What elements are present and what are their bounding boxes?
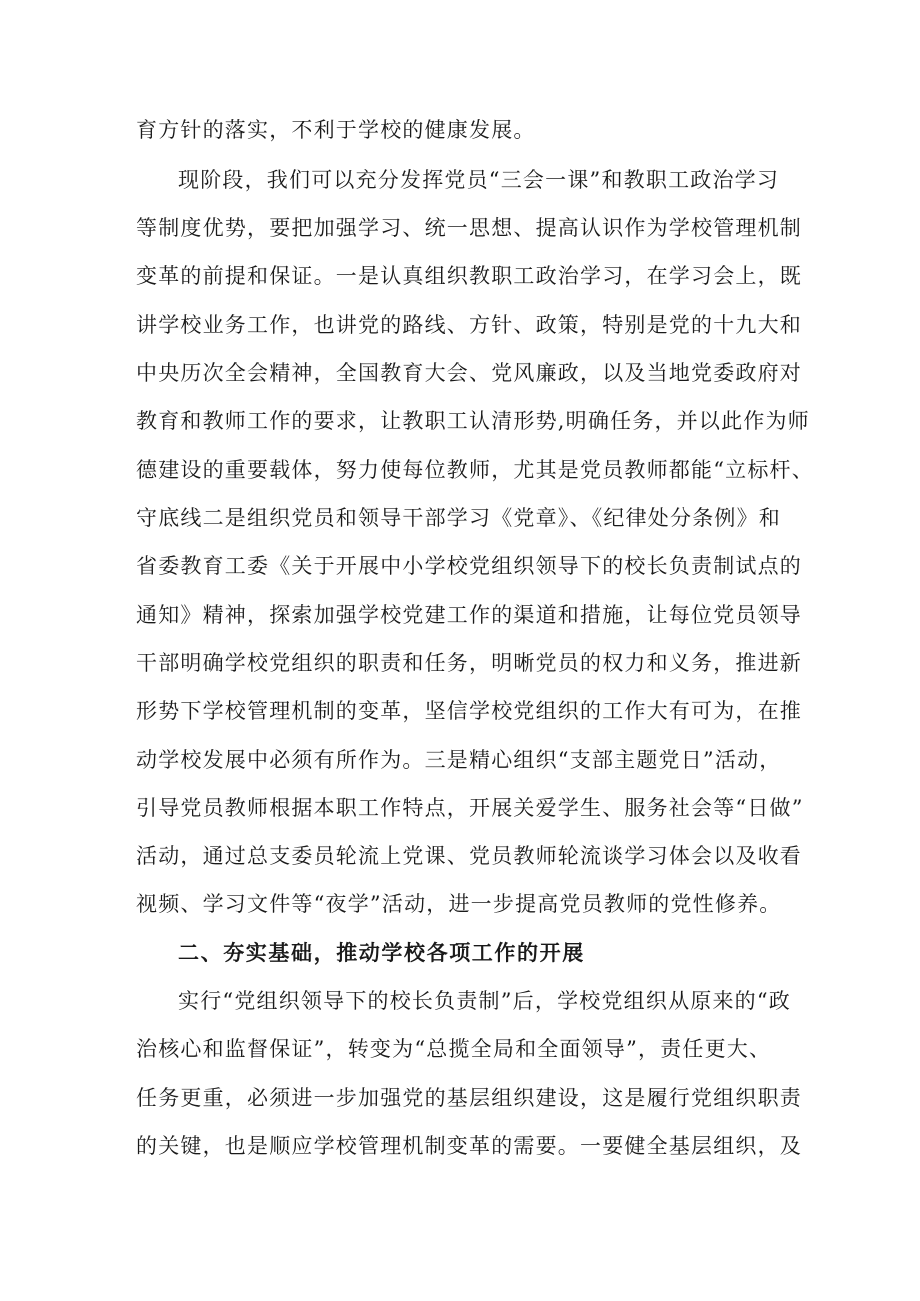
paragraph-line: 引导党员教师根据本职工作特点，开展关爱学生、服务社会等“日做” [136,796,804,820]
paragraph-line: 守底线二是组织党员和领导干部学习《党章》、《纪律处分条例》和 [136,506,781,530]
paragraph-line: 现阶段，我们可以充分发挥党员“三会一课”和教职工政治学习 [178,168,780,192]
paragraph-line: 教育和教师工作的要求，让教职工认清形势,明确任务，并以此作为师 [136,409,810,433]
paragraph-line: 德建设的重要载体，努力使每位教师，尤其是党员教师都能“立标杆、 [136,458,814,482]
paragraph-line: 视频、学习文件等“夜学”活动，进一步提高党员教师的党性修养。 [136,892,782,916]
paragraph-line: 任务更重，必须进一步加强党的基层组织建设，这是履行党组织职责 [136,1086,802,1110]
paragraph-line: 等制度优势，要把加强学习、统一思想、提高认识作为学校管理机制 [136,216,802,240]
paragraph-line: 中央历次全会精神，全国教育大会、党风廉政，以及当地党委政府对 [136,361,802,385]
section-heading: 二、夯实基础，推动学校各项工作的开展 [178,940,585,965]
paragraph-line: 治核心和监督保证”，转变为“总揽全局和全面领导”，责任更大、 [136,1037,772,1061]
paragraph-line: 省委教育工委《关于开展中小学校党组织领导下的校长负责制试点的 [136,554,802,578]
paragraph-line: 的关键，也是顺应学校管理机制变革的需要。一要健全基层组织，及 [136,1134,802,1158]
paragraph-line: 育方针的落实，不利于学校的健康发展。 [136,118,536,142]
paragraph-line: 活动，通过总支委员轮流上党课、党员教师轮流谈学习体会以及收看 [136,844,802,868]
paragraph-line: 干部明确学校党组织的职责和任务，明晰党员的权力和义务，推进新 [136,651,802,675]
paragraph-line: 动学校发展中必须有所作为。三是精心组织“支部主题党日”活动， [136,748,782,772]
paragraph-line: 通知》精神，探索加强学校党建工作的渠道和措施，让每位党员领导 [136,603,802,627]
paragraph-line: 实行“党组织领导下的校长负责制”后，学校党组织从原来的“政 [178,989,792,1013]
paragraph-line: 形势下学校管理机制的变革，坚信学校党组织的工作大有可为，在推 [136,699,802,723]
paragraph-line: 变革的前提和保证。一是认真组织教职工政治学习，在学习会上，既 [136,264,802,288]
paragraph-line: 讲学校业务工作，也讲党的路线、方针、政策，特别是党的十九大和 [136,313,802,337]
